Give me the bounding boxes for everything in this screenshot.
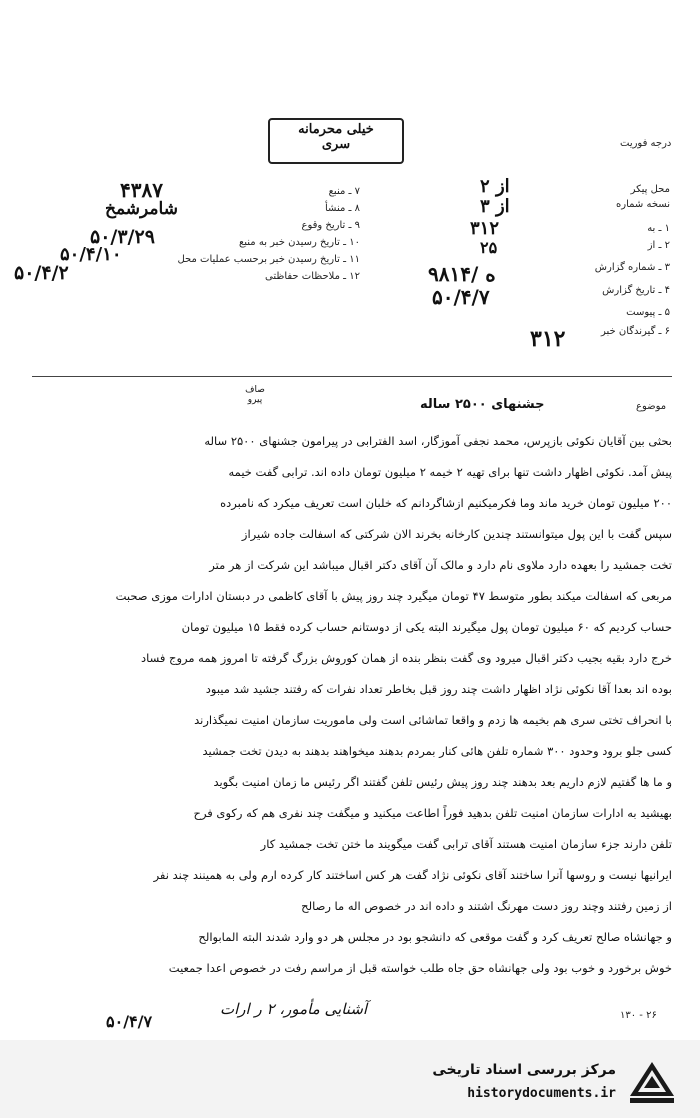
body-line: سپس گفت با این پول میتوانستند چندین کارخانه بخرند الان شرکتی که اسفالت جاده شیراز [241,527,672,541]
value-date-occur: ۵۰/۳/۲۹ [90,226,155,248]
priority-label: درجه فوریت [620,138,672,149]
value-copy-of: از ۲ [480,176,510,197]
archive-logo-icon [624,1058,680,1108]
archive-name: مرکز بررسی اسناد تاریخی [432,1062,616,1078]
subject-label: موضوع [636,401,667,412]
field-label: محل پیکر [630,184,670,195]
value-date-ops: ۵۰/۴/۲ [14,262,69,284]
value-recipients: ۳۱۲ [530,326,566,352]
body-line: خرج دارد بقیه بجیب دکتر اقبال میرود وی گفت بنظر بنده از همان کوروش بزرگ گرفته تا امروز همه مروج فساد [141,651,672,665]
field-label: ۲ ـ از [647,240,670,251]
body-line: خوش برخورد و خوب بود ولی جهانشاه حق جاه طلب خواسته قبل از مراسم رفت در خصوص اعدا جمعیت [168,961,672,975]
field-label: ۱۱ ـ تاریخ رسیدن خبر برحسب عملیات محل [177,254,360,265]
archive-website: historydocuments.ir [467,1086,616,1101]
right-field-column [560,184,670,344]
field-label: ۸ ـ منشأ [324,203,360,214]
body-line: بهیشید به ادارات سازمان امنیت تلفن بدهید فوراً اطاعت میکنید و میگفت چند نفری هم که رکوی فرح [193,806,672,820]
body-line: ایرانیها نیست و روسها آنرا ساختند آقای نکوئی نژاد گفت هر کس اساختند کار کرده ارم ولی به همینند چند نفر [153,868,672,882]
field-label: ۴ ـ تاریخ گزارش [602,285,670,296]
value-to: ۳۱۲ [470,218,500,239]
body-line: و جهانشاه صالح تعریف کرد و گفت موقعی که دانشجو بود در مجلس هر دو وارد شدند البته المابوالح [198,930,672,944]
field-label: ۳ ـ شماره گزارش [594,262,670,273]
signature-date: ۵۰/۴/۷ [106,1012,153,1031]
left-field-column [160,186,360,288]
stamp-line-1: خیلی محرمانه [298,122,374,137]
body-line: حساب کردیم که ۶۰ میلیون تومان پول میگیرند البته یکی از دوستانم حساب کرده فقط ۱۵ میلیون تومان [181,620,672,634]
value-source: ۴۳۸۷ [120,178,163,202]
field-label: ۶ ـ گیرندگان خبر [600,326,670,337]
body-line: با انحراف تختی سری هم بخیمه ها زدم و واقعا تماشائی است ولی ماموریت سازمان امنیت نمیگذارند [194,713,672,727]
field-label: ۱۲ ـ ملاحظات حفاظتی [265,271,360,282]
field-label: ۵ ـ پیوست [626,307,670,318]
body-line: تلفن دارند جزء سازمان امنیت هستند آقای ترابی گفت میگویند ما ختن تخت جمشید کار [260,837,672,851]
subject-note [240,385,270,405]
document-body [32,426,672,984]
value-date-received: ۵۰/۴/۱۰ [60,244,122,265]
body-line: مربعی که اسفالت میکند بطور متوسط ۴۷ تومان میگیرد چند روز پیش با آقای کاظمی در دبستان ادارات موزی صحبت [115,589,672,603]
body-line: بحثی بین آقایان نکوئی بازپرس، محمد نجفی آموزگار، اسد الفترابی در پیرامون جشنهای ۲۵۰۰ ساله [204,434,672,448]
value-origin: شامرشمخ [105,199,178,219]
classification-stamp [268,118,404,164]
subject-note-top: صاف [245,385,265,395]
value-from: ۲۵ [480,238,498,257]
stamp-line-2: سری [321,137,351,152]
field-label: ۱ ـ به [647,223,670,234]
body-line: و ما ها گفتیم لازم داریم بعد بدهند چند روز پیش رئیس تلفن گفتند اگر رئیس ما زمان امنیت بگوید [213,775,672,789]
field-label: ۷ ـ منبع [328,186,360,197]
subject-text: جشنهای ۲۵۰۰ ساله [420,397,545,412]
field-label: نسخه شماره [616,199,670,210]
body-line: کسی جلو برود وحدود ۳۰۰ شماره تلفن هائی کنار بمردم بدهند میخواهند بدهند به دیدن تخت جمشید [202,744,672,758]
field-label: ۱۰ ـ تاریخ رسیدن خبر به منبع [238,237,360,248]
body-line: از زمین رفتند وچند روز دست مهرنگ اشتند و داده اند در خصوص اله ما رصالح [301,899,672,913]
value-report-number: ۹۸۱۴/ ه [428,262,496,286]
signature-text: آشنایی مأمور، ۲ ر ارات [220,1000,368,1018]
body-line: بوده اند بعدا آقا نکوئی نژاد اظهار داشت چند روز قبل بخاطر تعداد نفرات که رفتند جشید شد میبود [205,682,672,696]
body-line: تخت جمشید را بعهده دارد ملاوی نام دارد و مالک آن آقای دکتر اقبال میباشد این شرکت از هر متر [209,558,672,572]
subject-note-bottom: پیرو [247,395,263,405]
body-line: ۲۰۰ میلیون تومان خرید ماند وما فکرمیکنیم ازشاگردانم که خلبان است تعریف میکرد که نامبرده [220,496,672,510]
value-copy-number: از ۳ [480,196,510,217]
body-line: پیش آمد. نکوئی اظهار داشت تنها برای تهیه ۲ خیمه ۲ میلیون تومان داده اند. ترابی گفت خیمه [228,465,672,479]
value-report-date: ۵۰/۴/۷ [432,285,490,309]
footer-watermark [0,1040,700,1118]
header-divider [32,376,672,377]
page-code: ۱۳۰ - ۲۶ [620,1010,657,1021]
field-label: ۹ ـ تاریخ وقوع [301,220,360,231]
